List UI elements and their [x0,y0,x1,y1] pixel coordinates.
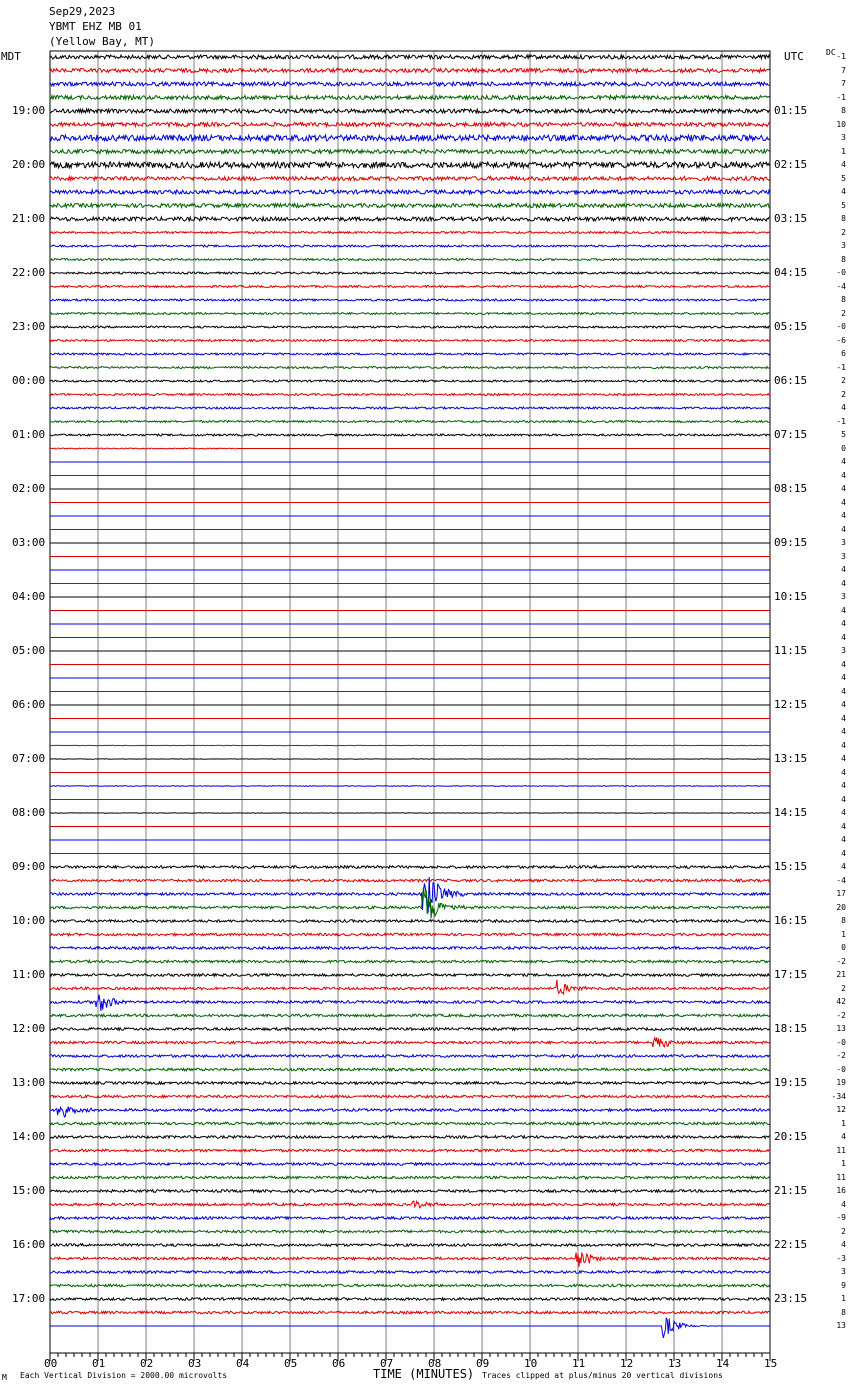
dc-offset-value: -4 [836,875,846,885]
trace-line [50,367,770,369]
dc-offset-value: 3 [841,551,846,561]
trace-line [50,974,770,977]
hour-label-left: 03:00 [12,536,46,549]
trace-line [50,1217,770,1220]
x-tick-label: 07 [380,1357,394,1370]
dc-offset-value: -2 [836,956,846,966]
trace-line [50,259,770,261]
dc-offset-value: 10 [836,119,846,129]
x-tick-label: 10 [524,1357,538,1370]
left-timezone-label: MDT [1,50,21,63]
hour-label-right: 09:15 [774,536,808,549]
dc-offset-value: 5 [841,200,846,210]
dc-offset-value: 4 [841,1240,846,1249]
footer-division-note: Each Vertical Division = 2000.00 microvolts [20,1371,228,1380]
dc-offset-value: 4 [841,524,846,534]
x-axis-title: TIME (MINUTES) [373,1367,475,1381]
dc-offset-value: 3 [841,1267,846,1276]
dc-offset-value: 13 [836,1321,846,1330]
dc-offset-value: 4 [841,160,846,169]
trace-line [50,162,770,168]
dc-offset-value: 6 [841,349,846,358]
trace-line [50,1028,770,1031]
x-tick-label: 14 [716,1357,730,1370]
dc-offset-value: 3 [841,241,846,250]
dc-offset-value: -3 [836,1253,846,1263]
x-tick-label: 06 [332,1357,346,1370]
station-location: (Yellow Bay, MT) [49,35,155,48]
dc-offset-value: 4 [841,767,846,777]
x-tick-label: 11 [572,1357,586,1370]
trace-line [50,407,770,409]
dc-offset-value: 2 [841,983,846,993]
trace-line [50,1014,770,1017]
dc-offset-value: 2 [841,1226,846,1236]
trace-line [50,1190,770,1193]
dc-offset-value: 4 [841,686,846,696]
dc-offset-value: 4 [841,632,846,642]
dc-offset-value: 1 [841,929,846,939]
dc-offset-value: 5 [841,173,846,183]
dc-offset-value: 4 [841,619,846,628]
hour-label-left: 16:00 [12,1238,46,1251]
trace-line [50,1318,770,1338]
dc-offset-value: 5 [841,430,846,439]
trace-line [50,421,770,423]
hour-label-right: 14:15 [774,806,808,819]
trace-line [50,1271,770,1274]
hour-label-left: 10:00 [12,914,46,927]
dc-offset-value: 4 [841,457,846,466]
trace-line [50,313,770,315]
hour-label-right: 12:15 [774,698,808,711]
trace-line [50,150,770,154]
hour-label-left: 22:00 [12,266,46,279]
hour-label-left: 13:00 [12,1076,46,1089]
hour-label-left: 01:00 [12,428,46,441]
trace-line [50,1253,770,1267]
trace-line [50,1298,770,1301]
trace-line [50,272,770,274]
trace-line [50,1107,770,1117]
dc-offset-value: 4 [841,673,846,682]
footer-clip-note: Traces clipped at plus/minus 20 vertical divisions [482,1371,723,1380]
hour-label-right: 01:15 [774,104,808,117]
hour-label-left: 00:00 [12,374,46,387]
footer-mark: M [2,1373,7,1382]
dc-offset-value: 4 [841,511,846,520]
x-tick-label: 02 [140,1357,154,1370]
dc-offset-value: -9 [836,1213,846,1222]
trace-line [50,190,770,194]
trace-line [50,786,770,787]
trace-line [50,1068,770,1071]
hour-label-right: 08:15 [774,482,808,495]
dc-offset-value: 4 [841,848,846,858]
trace-line [50,947,770,950]
trace-line [50,380,770,382]
hour-label-left: 19:00 [12,104,46,117]
hour-label-right: 11:15 [774,644,808,657]
trace-line [50,353,770,355]
dc-offset-value: 4 [841,470,846,480]
hour-label-right: 05:15 [774,320,808,333]
dc-offset-value: 4 [841,862,846,871]
dc-offset-value: 8 [841,295,846,304]
dc-offset-value: 3 [841,133,846,142]
trace-line [50,69,770,73]
x-tick-label: 04 [236,1357,250,1370]
hour-label-left: 04:00 [12,590,46,603]
dc-offset-value: 9 [841,1280,846,1290]
x-tick-label: 00 [44,1357,58,1370]
dc-offset-value: 8 [841,106,846,115]
x-tick-label: 15 [764,1357,778,1370]
hour-label-left: 14:00 [12,1130,46,1143]
trace-line [50,135,770,141]
dc-offset-value: 4 [841,605,846,615]
dc-offset-value: -1 [836,416,846,426]
hour-label-left: 12:00 [12,1022,46,1035]
x-tick-label: 03 [188,1357,202,1370]
dc-offset-value: 13 [836,1024,846,1033]
trace-line [50,1038,770,1048]
hour-label-right: 18:15 [774,1022,808,1035]
dc-offset-value: -2 [836,1051,846,1060]
x-tick-label: 08 [428,1357,442,1370]
trace-line [50,866,770,869]
dc-offset-value: 21 [836,970,846,979]
dc-offset-value: 8 [841,214,846,223]
dc-offset-value: -0 [836,268,846,277]
dc-offset-value: -34 [831,1091,846,1101]
trace-line [50,1122,770,1125]
hour-label-left: 07:00 [12,752,46,765]
dc-offset-value: -4 [836,281,846,291]
hour-label-right: 21:15 [774,1184,808,1197]
hour-label-right: 03:15 [774,212,808,225]
hour-label-left: 02:00 [12,482,46,495]
dc-offset-value: 1 [841,146,846,156]
dc-offset-value: 12 [836,1105,846,1114]
right-timezone-label: UTC [784,50,804,63]
dc-offset-value: -0 [836,1037,846,1047]
x-tick-label: 05 [284,1357,298,1370]
hour-label-right: 13:15 [774,752,808,765]
hour-label-right: 17:15 [774,968,808,981]
hour-label-left: 09:00 [12,860,46,873]
trace-line [50,448,237,449]
hour-label-right: 19:15 [774,1076,808,1089]
dc-offset-value: 17 [836,889,846,898]
hour-label-right: 20:15 [774,1130,808,1143]
dc-offset-value: 8 [841,1307,846,1317]
trace-line [50,1055,770,1058]
x-tick-label: 13 [668,1357,682,1370]
hour-label-right: 02:15 [774,158,808,171]
hour-label-right: 22:15 [774,1238,808,1251]
trace-line [50,980,770,994]
trace-line [50,1082,770,1085]
dc-offset-value: 4 [841,1199,846,1209]
trace-line [50,109,770,113]
dc-offset-value: 4 [841,835,846,844]
dc-offset-value: 7 [841,65,846,75]
trace-line [50,920,770,923]
trace-line [50,394,770,396]
trace-line [50,1095,770,1098]
trace-line [50,245,770,247]
dc-offset-value: 0 [841,443,846,453]
dc-offset-value: 2 [841,308,846,318]
dc-offset-value: 2 [841,227,846,237]
dc-offset-value: 4 [841,484,846,493]
dc-offset-value: 11 [836,1172,846,1182]
dc-offset-value: 4 [841,578,846,588]
dc-offset-value: 4 [841,700,846,709]
hour-label-left: 05:00 [12,644,46,657]
dc-offset-value: 3 [841,538,846,547]
trace-line [50,434,770,436]
trace-line [50,960,770,963]
dc-offset-value: 16 [836,1186,846,1195]
dc-offset-value: 19 [836,1078,846,1087]
hour-label-right: 16:15 [774,914,808,927]
trace-line [50,123,770,127]
hour-label-right: 23:15 [774,1292,808,1305]
dc-offset-value: 8 [841,916,846,925]
dc-offset-value: 4 [841,781,846,790]
x-tick-label: 12 [620,1357,634,1370]
trace-line [50,1149,770,1152]
trace-line [50,1136,770,1139]
trace-line [50,96,770,100]
hour-label-right: 07:15 [774,428,808,441]
dc-offset-value: -2 [836,1010,846,1020]
dc-offset-value: 2 [841,376,846,385]
dc-offset-value: 4 [841,740,846,750]
dc-offset-value: -1 [836,92,846,102]
dc-offset-value: 7 [841,79,846,88]
hour-label-left: 11:00 [12,968,46,981]
dc-offset-value: 4 [841,794,846,804]
hour-label-left: 23:00 [12,320,46,333]
trace-line [50,933,770,936]
dc-offset-value: -6 [836,335,846,345]
dc-label: DC [826,48,836,57]
trace-line [50,340,770,342]
plot-date: Sep29,2023 [49,5,116,18]
dc-offset-value: 0 [841,943,846,952]
trace-line [50,204,770,208]
trace-line [50,1176,770,1179]
dc-offset-value: 4 [841,727,846,736]
dc-offset-value: 3 [841,592,846,601]
dc-offset-value: -0 [836,322,846,331]
trace-line [50,299,770,301]
trace-line [50,232,770,234]
hour-label-left: 06:00 [12,698,46,711]
trace-line [50,217,770,221]
dc-offset-value: 4 [841,713,846,723]
x-tick-label: 01 [92,1357,106,1370]
dc-offset-value: 4 [841,187,846,196]
dc-offset-value: 4 [841,565,846,574]
hour-label-left: 15:00 [12,1184,46,1197]
hour-label-left: 21:00 [12,212,46,225]
trace-line [50,326,770,328]
hour-label-right: 15:15 [774,860,808,873]
trace-line [50,82,770,86]
dc-offset-value: 3 [841,646,846,655]
dc-offset-value: 4 [841,403,846,412]
dc-offset-value: 1 [841,1118,846,1128]
trace-line [50,1163,770,1166]
trace-line [50,1311,770,1314]
hour-label-left: 08:00 [12,806,46,819]
trace-line [50,879,770,882]
dc-offset-value: 4 [841,821,846,831]
hour-label-left: 20:00 [12,158,46,171]
dc-offset-value: -1 [836,52,846,61]
trace-line [50,1284,770,1287]
dc-offset-value: 4 [841,754,846,763]
dc-offset-value: 2 [841,389,846,399]
dc-offset-value: 8 [841,254,846,264]
x-tick-label: 09 [476,1357,490,1370]
trace-line [50,995,770,1011]
dc-offset-value: 11 [836,1145,846,1155]
dc-offset-value: -1 [836,362,846,372]
hour-label-right: 06:15 [774,374,808,387]
dc-offset-value: -0 [836,1064,846,1074]
dc-offset-value: 4 [841,1132,846,1141]
trace-line [50,1244,770,1247]
dc-offset-value: 4 [841,808,846,817]
dc-offset-value: 1 [841,1294,846,1303]
trace-line [50,177,770,181]
hour-label-left: 17:00 [12,1292,46,1305]
hour-label-right: 10:15 [774,590,808,603]
trace-line [50,1230,770,1233]
trace-line [50,55,770,59]
dc-offset-value: 4 [841,659,846,669]
dc-offset-value: 42 [836,997,846,1006]
hour-label-right: 04:15 [774,266,808,279]
dc-offset-value: 1 [841,1159,846,1168]
station-id: YBMT EHZ MB 01 [49,20,142,33]
dc-offset-value: 4 [841,497,846,507]
dc-offset-value: 20 [836,902,846,912]
trace-line [50,1201,770,1208]
trace-line [50,286,770,288]
